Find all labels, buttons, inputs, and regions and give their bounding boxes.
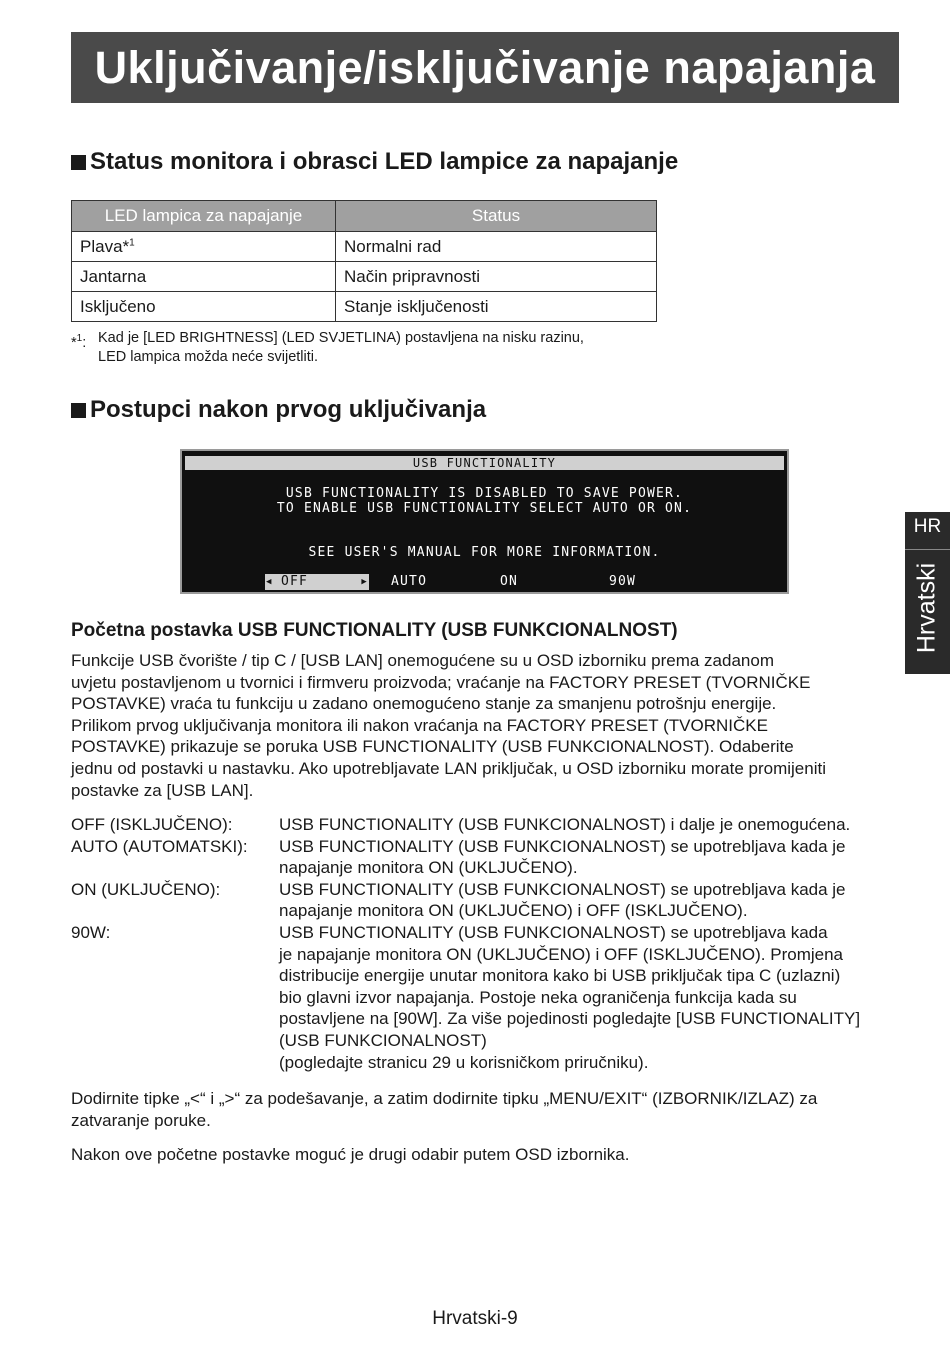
table-cell-status: Normalni rad: [336, 232, 657, 262]
osd-option-off[interactable]: ◀ OFF ▶: [266, 574, 368, 589]
closing-paragraph: Nakon ove početne postavke moguć je drugi odabir putem OSD izbornika.: [71, 1145, 630, 1164]
osd-message-line1: USB FUNCTIONALITY IS DISABLED TO SAVE POWER.: [285, 486, 684, 501]
section-heading-status: [71, 148, 678, 176]
table-cell-status: Stanje isključenosti: [336, 292, 657, 322]
section-heading-status-text: Status monitora i obrasci LED lampice za napajanje: [90, 148, 679, 175]
osd-message-line2: TO ENABLE USB FUNCTIONALITY SELECT AUTO OR ON.: [276, 501, 693, 516]
table-header-status: Status: [336, 201, 657, 232]
table-row: [72, 232, 657, 262]
language-code: HR: [913, 516, 942, 537]
table-cell-led: Jantarna: [72, 262, 336, 292]
definition-auto: AUTO (AUTOMATSKI): USB FUNCTIONALITY (USB FUNKCIONALNOST) se upotrebljava kada je napajanje monitora ON (UKLJUČENO).: [71, 836, 846, 878]
option-definitions: [71, 814, 901, 1073]
page-title: Uključivanje/isključivanje napajanja: [71, 32, 899, 103]
language-side-tab: [905, 512, 950, 674]
table-cell-led: Plava*$^1$: [72, 232, 336, 262]
bullet-square-icon: [71, 403, 86, 418]
section-heading-procedures: [71, 396, 486, 424]
table-cell-led: Isključeno: [72, 292, 336, 322]
intro-paragraph: Funkcije USB čvorište / tip C / [USB LAN] onemogućene su u OSD izborniku prema zadanom uvjetu postavljenom u tvornici i firmveru proizvoda; vraćanje na FACTORY PRESET (TVORNIČKE POSTAVKE) vraća tu funkciju u zadano onemogućeno stanje za smanjenu potrošnju energije. Prilikom prvog uključivanja monitora ili nakon vraćanja na FACTORY PRESET (TVORNIČKE POSTAVKE) prikazuje se poruka USB FUNCTIONALITY (USB FUNKCIONALNOST). Odaberite jednu od postavki u nastavku. Ako upotrebljavate LAN priključak, u OSD izborniku morate promijeniti postavke za [USB LAN].: [71, 651, 826, 800]
arrow-left-icon: ◀: [266, 577, 273, 587]
footnote-mark: *$^1$:: [71, 333, 87, 351]
osd-usb-functionality-screen: [180, 449, 789, 594]
definition-on: ON (UKLJUČENO): USB FUNCTIONALITY (USB FUNKCIONALNOST) se upotrebljava kada je napajanje monitora ON (UKLJUČENO) i OFF (ISKLJUČENO).: [71, 879, 846, 921]
table-cell-status: Način pripravnosti: [336, 262, 657, 292]
page-number: Hrvatski-9: [432, 1308, 518, 1329]
table-row: [72, 262, 657, 292]
osd-message-line3: SEE USER'S MANUAL FOR MORE INFORMATION.: [308, 545, 661, 560]
table-header-led: LED lampica za napajanje: [72, 201, 336, 232]
osd-option-90w[interactable]: 90W: [609, 574, 637, 589]
arrow-right-icon: ▶: [361, 577, 368, 587]
osd-option-row: [182, 574, 787, 590]
led-status-table: [71, 200, 657, 322]
osd-option-auto[interactable]: AUTO: [391, 574, 428, 589]
language-name: Hrvatski: [912, 562, 941, 654]
table-row: [72, 292, 657, 322]
osd-title: USB FUNCTIONALITY: [185, 456, 784, 470]
osd-option-on[interactable]: ON: [500, 574, 519, 589]
footnote-text: Kad je [LED BRIGHTNESS] (LED SVJETLINA) postavljena na nisku razinu, LED lampica možda neće svijetliti.: [98, 330, 584, 365]
definition-off: OFF (ISKLJUČENO): USB FUNCTIONALITY (USB FUNKCIONALNOST) i dalje je onemogućena.: [71, 815, 851, 834]
section-heading-procedures-text: Postupci nakon prvog uključivanja: [90, 396, 487, 423]
bullet-square-icon: [71, 155, 86, 170]
table-footnote: [71, 329, 584, 367]
instruction-paragraph: Dodirnite tipke „<“ i „>“ za podešavanje, a zatim dodirnite tipku „MENU/EXIT“ (IZBORNIK/IZLAZ) za zatvaranje poruke.: [71, 1089, 818, 1130]
usb-functionality-subheading: Početna postavka USB FUNCTIONALITY (USB FUNKCIONALNOST): [71, 620, 678, 641]
table-header-row: [72, 201, 657, 232]
definition-90w: 90W: USB FUNCTIONALITY (USB FUNKCIONALNOST) se upotrebljava kada je napajanje monitora ON (UKLJUČENO) i OFF (ISKLJUČENO). Promjena distribucije energije unutar monitora kako bi USB priključak tipa C (uzlazni) bio glavni izvor napajanja. Postoje neka ograničenja funkcija kada su postavljene na [90W]. Za više pojedinosti pogledajte [USB FUNCTIONALITY] (USB FUNKCIONALNOST) (pogledajte stranicu 29 u korisničkom priručniku).: [71, 922, 861, 1072]
tab-divider: [905, 549, 950, 550]
